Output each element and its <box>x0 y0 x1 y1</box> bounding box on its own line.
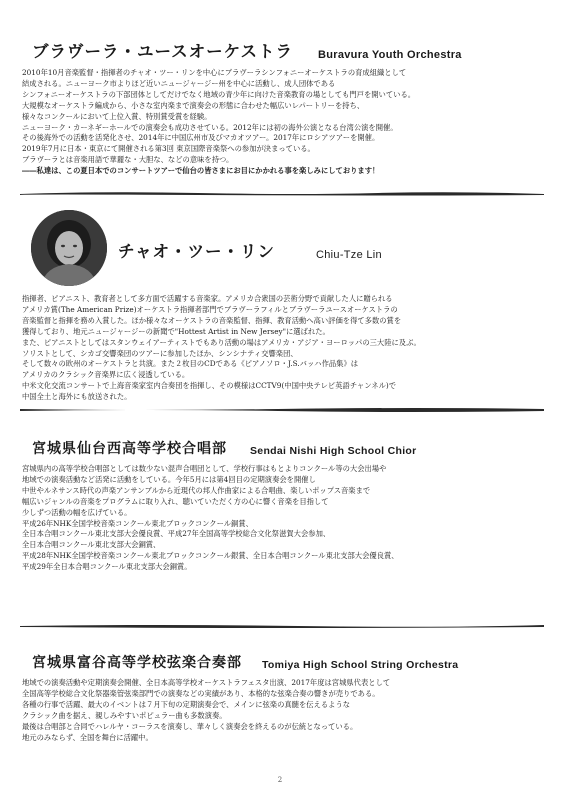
buravura-line: その後海外での活動を活発化させ、2014年に中国広州市及びマカオツアー。2017年にロシアツアーを開催。 <box>22 133 380 143</box>
buravura-line: 2019年7月に日本・東京にて開催される第3回 東京国際音楽祭への参加が決まっている。 <box>22 144 315 154</box>
chiu-line: 音楽監督と指揮を務め入賞した。ほか様々なオーケストラの音楽監督、指揮、教育活動へ高い評価を得て多数の賞を <box>22 315 402 325</box>
chiu-line: 中米文化交流コンサートで上海音楽家室内合奏団を指揮し、その模様はCCTV9(中国中央テレビ英語チャンネル)で <box>22 381 397 391</box>
tomiya-body <box>22 678 548 743</box>
buravura-line: 2010年10月音楽監督・指揮者のチャオ・ツー・リンを中心にブラヴーラシンフォニーオーケストラの育成組織として <box>22 68 407 77</box>
buravura-line: シンフォニーオーケストラの下部団体としてだけでなく地域の青少年に向けた音楽教育の場としても門戸を開いている。 <box>22 89 416 99</box>
sendai-line: 幅広いジャンルの音楽をプログラムに取り入れ、聴いていただく方の心に響く音楽を目指して <box>22 496 329 506</box>
chiu-section <box>18 290 548 403</box>
tomiya-line: 全国高等学校総合文化祭器楽管弦楽部門での演奏などの実績があり、本格的な弦楽合奏の響きが売りである。 <box>22 688 380 698</box>
tomiya-section <box>18 646 548 743</box>
buravura-title-en: Buravura Youth Orchestra <box>318 49 462 61</box>
buravura-heading <box>18 36 548 64</box>
sendai-award-line: 平成29年全日本合唱コンクール東北支部大会銅賞。 <box>22 562 192 572</box>
conductor-portrait-image <box>31 210 107 286</box>
section-divider <box>18 622 546 629</box>
tomiya-title-en: Tomiya High School String Orchestra <box>262 659 459 671</box>
sendai-line: 宮城県内の高等学校合唱部としては数少ない混声合唱団として、学校行事はもとよりコンクール等の大会出場や <box>22 464 387 473</box>
buravura-title-jp: ブラヴーラ・ユースオーケストラ <box>32 42 294 61</box>
tomiya-title-jp: 宮城県富谷高等学校弦楽合奏部 <box>32 655 242 671</box>
tomiya-line: 地元のみならず、全国を舞台に活躍中。 <box>22 732 153 742</box>
sendai-title-en: Sendai Nishi High School Chior <box>250 445 417 457</box>
chiu-line: 獲得しており、地元ニュージャージーの新聞で"Hottest Artist in New Jersey"に選ばれた。 <box>22 326 330 336</box>
sendai-heading <box>18 432 548 460</box>
chiu-heading <box>118 236 548 264</box>
chiu-heading-wrap <box>118 236 548 264</box>
chiu-title-en: Chiu-Tze Lin <box>316 249 382 261</box>
tomiya-line: クラシック曲を据え、親しみやすいポピュラー曲も多数演奏。 <box>22 710 227 720</box>
chiu-line: アメリカ賞(The American Prize)オーケストラ指揮者部門でブラヴーラフィルとブラヴーラユースオーケストラの <box>22 304 398 314</box>
chiu-line: 中国全土と海外にも放送された。 <box>22 392 132 402</box>
sendai-award-line: 平成28年NHK全国学校音楽コンクール東北ブロックコンクール銀賞、全日本合唱コンクール東北支部大会優良賞、 <box>22 551 399 561</box>
chiu-line: ソリストとして、シカゴ交響楽団のツアーに参加したほか、シンシナティ交響楽団、 <box>22 348 298 358</box>
tomiya-line: 地域での演奏活動や定期演奏会開催、全日本高等学校オーケストラフェスタ出演、2017年度は宮城県代表として <box>22 678 391 687</box>
buravura-line: 大規模なオーケストラ編成から、小さな室内楽まで演奏会の形態に合わせた幅広いレパートリーを持ち、 <box>22 100 365 110</box>
sendai-section <box>18 432 548 573</box>
sendai-award-line: 平成26年NHK全国学校音楽コンクール東北ブロックコンクール銅賞、 <box>22 518 253 528</box>
buravura-section <box>18 36 548 177</box>
sendai-award-line: 全日本合唱コンクール東北支部大会優良賞、平成27年全国高等学校総合文化祭滋賀大会参加、 <box>22 529 331 539</box>
sendai-line: 少しずつ活動の幅を広げている。 <box>22 507 132 517</box>
tomiya-line: 各種の行事で活躍、最大のイベントは７月下旬の定期演奏会で、メインに弦楽の真髄を伝えるような <box>22 699 351 709</box>
sendai-line: 地域での演奏活動など活発に活動をしている。今年5月には第4回目の定期演奏会を開催し <box>22 474 316 484</box>
chiu-line: 指揮者、ピアニスト、教育者として多方面で活躍する音楽家。アメリカ合衆国の芸術分野で貢献した人に贈られる <box>22 294 393 303</box>
buravura-line: 様々なコンクールにおいて上位入賞、特別賞受賞を経験。 <box>22 111 212 121</box>
page-number: 2 <box>277 776 283 784</box>
buravura-line: ブラヴーラとは音楽用語で華麗な・大胆な、などの意味を持つ。 <box>22 155 234 165</box>
buravura-closing-line: ――私達は、この夏日本でのコンサートツアーで仙台の皆さまにお目にかかれる事を楽しみにしております！ <box>22 166 380 176</box>
section-divider <box>18 406 546 413</box>
tomiya-heading <box>18 646 548 674</box>
sendai-body <box>22 464 548 573</box>
buravura-line: ニューヨーク・カーネギーホールでの演奏会も成功させている。2012年には初の海外公演となる台湾公演を開催。 <box>22 122 398 132</box>
tomiya-line: 最後は合唱部と合同でハレルヤ・コーラスを演奏し、華々しく演奏会を終えるのが伝統となっている。 <box>22 721 358 731</box>
sendai-line: 中世やルネサンス時代の声楽アンサンブルから近現代の邦人作曲家による合唱曲、楽しいポップス音楽まで <box>22 485 371 495</box>
chiu-line: そして数々の欧州のオーケストラと共演。また２枚目のCDである《ピアノソロ・J.S.バッハ作品集》は <box>22 359 359 369</box>
chiu-title-jp: チャオ・ツー・リン <box>118 242 276 261</box>
chiu-line: アメリカのクラシック音楽界に広く浸透している。 <box>22 370 190 380</box>
sendai-award-line: 全日本合唱コンクール東北支部大会銅賞、 <box>22 540 161 550</box>
chiu-line: また、ピアニストとしてはスタンウェイアーティストでもあり活動の場はアメリカ・アジア・ヨーロッパの三大陸に及ぶ。 <box>22 337 421 347</box>
chiu-body <box>22 294 548 403</box>
sendai-title-jp: 宮城県仙台西高等学校合唱部 <box>32 441 227 457</box>
section-divider <box>18 190 546 197</box>
buravura-body <box>22 68 548 177</box>
buravura-line: 結成される。ニューヨーク市よりほど近いニュージャージー州を中心に活動し、成人団体である <box>22 78 336 88</box>
